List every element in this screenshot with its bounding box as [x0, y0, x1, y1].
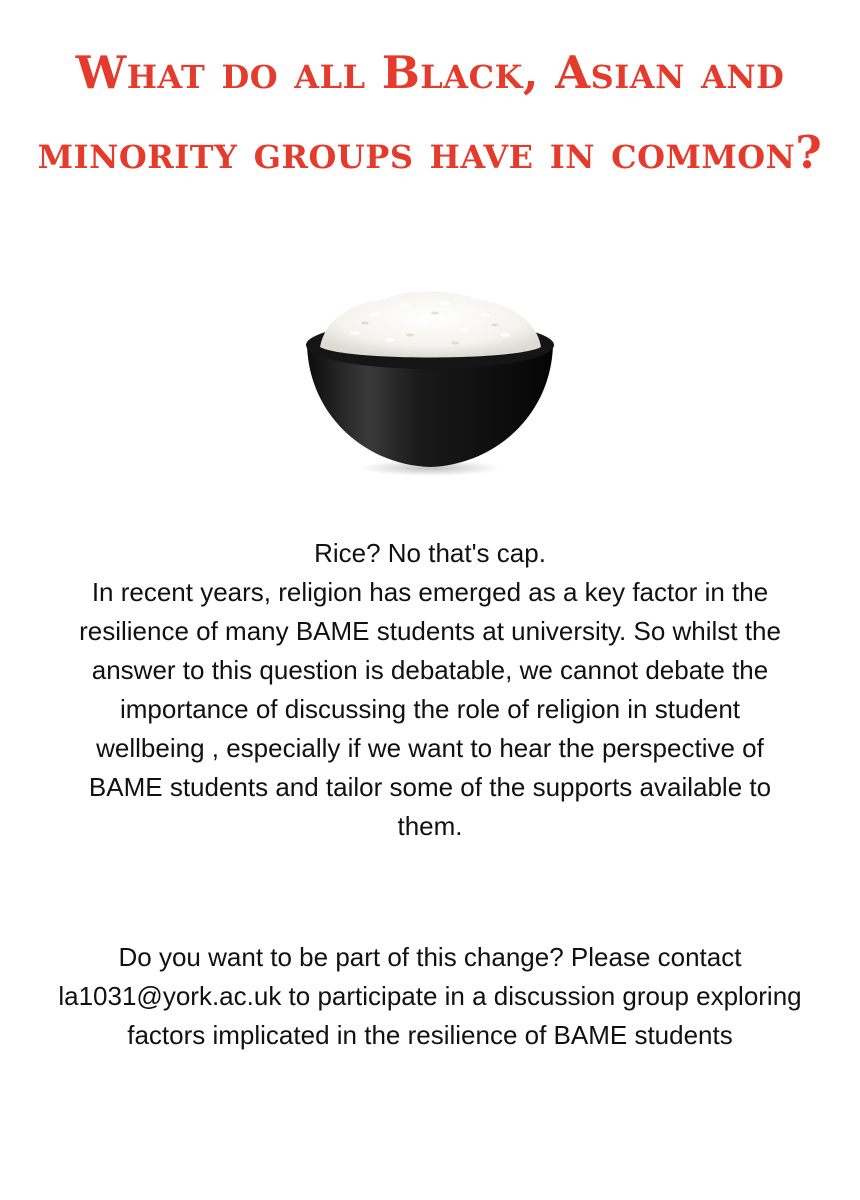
- body-line: BAME students and tailor some of the supports available to: [88, 772, 772, 802]
- cta-line-2: [20, 977, 840, 1016]
- body-line: them.: [397, 811, 463, 841]
- cta-line-1: Do you want to be part of this change? Please contact: [118, 942, 742, 972]
- headline-line-1: What do all Black, Asian and: [75, 46, 785, 99]
- call-to-action: [20, 938, 840, 1055]
- headline-line-2: minority groups have in common?: [37, 126, 823, 179]
- cta-line-3: factors implicated in the resilience of BAME students: [127, 1020, 733, 1050]
- body-line: answer to this question is debatable, we cannot debate the: [91, 655, 769, 685]
- teaser-line: Rice? No that's cap.: [314, 538, 546, 568]
- bowl-of-rice-icon: [295, 285, 565, 480]
- body-line: importance of discussing the role of religion in student: [119, 694, 740, 724]
- contact-email-link[interactable]: la1031@york.ac.uk: [58, 981, 282, 1011]
- body-line: wellbeing , especially if we want to hear the perspective of: [96, 733, 764, 763]
- cta-line-2-text: to participate in a discussion group exploring: [281, 981, 802, 1011]
- body-line: In recent years, religion has emerged as a key factor in the: [91, 577, 769, 607]
- body-paragraph: [20, 534, 840, 846]
- body-line: resilience of many BAME students at university. So whilst the: [79, 616, 781, 646]
